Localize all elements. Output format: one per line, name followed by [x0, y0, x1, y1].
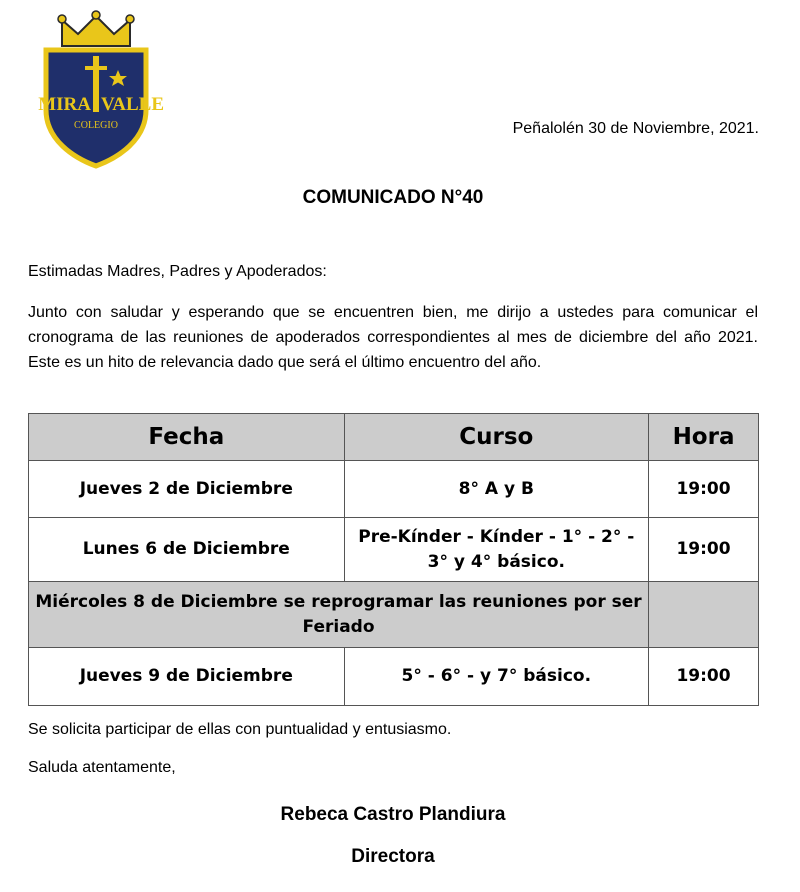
- header-fecha: Fecha: [29, 414, 345, 461]
- document-title: COMUNICADO N°40: [302, 187, 484, 208]
- logo-subtitle: COLEGIO: [74, 120, 118, 131]
- row-curso: Pre-Kínder - Kínder - 1° - 2° - 3° y 4° básico.: [344, 518, 649, 582]
- row-hora: 19:00: [649, 518, 759, 582]
- row-hora: 19:00: [649, 461, 759, 518]
- salutation: Estimadas Madres, Padres y Apoderados:: [28, 263, 327, 280]
- table-row: [29, 461, 759, 518]
- closing-sentence: Se solicita participar de ellas con puntualidad y entusiasmo.: [28, 721, 452, 738]
- intro-paragraph: Junto con saludar y esperando que se encuentren bien, me dirijo a ustedes para comunicar el cronograma de las reuniones de apoderados correspondientes al mes de diciembre del año 2021. Este es un hito de relevancia dado que será el último encuentro del año.: [28, 304, 758, 371]
- sign-off: Saluda atentamente,: [28, 759, 176, 776]
- row-fecha: Lunes 6 de Diciembre: [29, 518, 345, 582]
- logo-word-mira: MIRA: [38, 94, 91, 115]
- signatory-name: Rebeca Castro Plandiura: [280, 804, 506, 825]
- row-curso: 8° A y B: [344, 461, 649, 518]
- table-header-row: [29, 414, 759, 461]
- row-fecha: Jueves 2 de Diciembre: [29, 461, 345, 518]
- header-hora: Hora: [649, 414, 759, 461]
- holiday-notice-row: [29, 582, 759, 648]
- holiday-notice: Miércoles 8 de Diciembre se reprogramar las reuniones por ser Feriado: [29, 582, 649, 648]
- signatory-role: Directora: [351, 846, 435, 867]
- crown-icon: [62, 16, 130, 46]
- row-hora: 19:00: [649, 648, 759, 706]
- school-crest-logo: [38, 10, 165, 168]
- meeting-schedule-table: [28, 413, 759, 706]
- header-curso: Curso: [344, 414, 649, 461]
- logo-word-valle: VALLE: [101, 94, 165, 115]
- table-row: [29, 518, 759, 582]
- document-date: Peñalolén 30 de Noviembre, 2021.: [512, 120, 759, 137]
- row-curso: 5° - 6° - y 7° básico.: [344, 648, 649, 706]
- row-fecha: Jueves 9 de Diciembre: [29, 648, 345, 706]
- table-row: [29, 648, 759, 706]
- holiday-empty-cell: [649, 582, 759, 648]
